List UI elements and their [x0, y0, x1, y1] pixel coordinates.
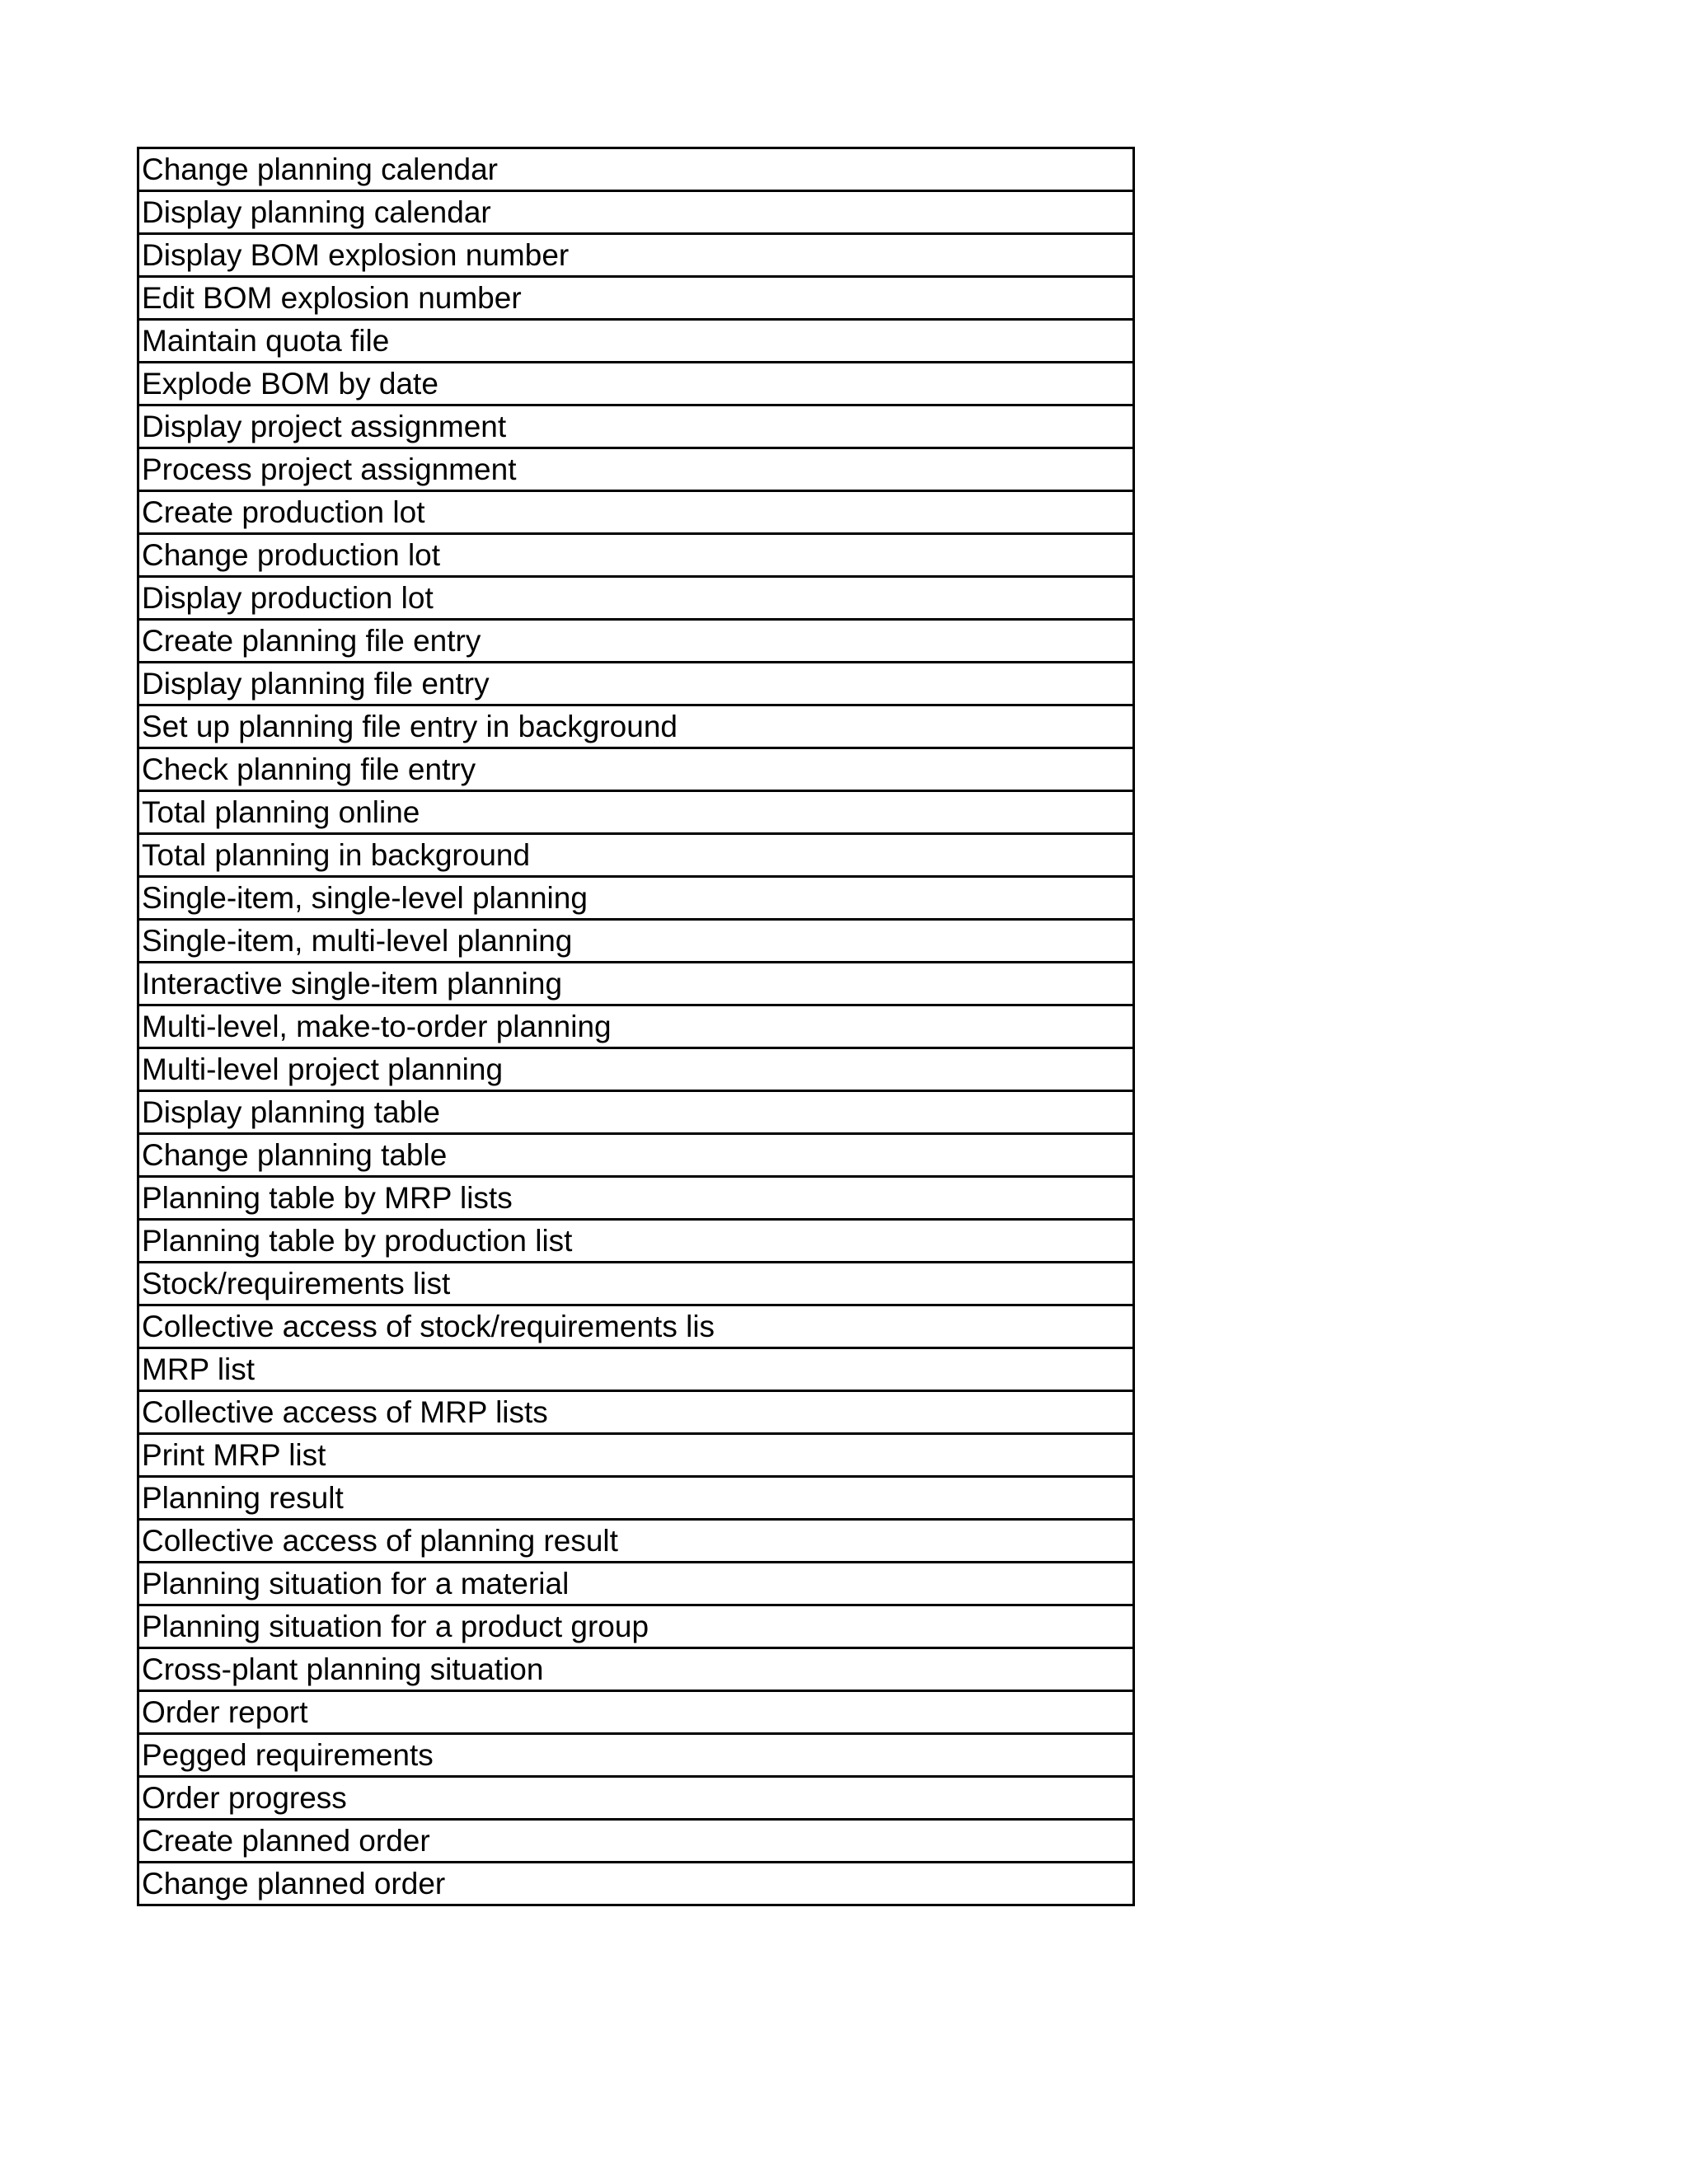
table-cell[interactable]: Collective access of stock/requirements lis [138, 1305, 1134, 1348]
table-cell[interactable]: Order progress [138, 1777, 1134, 1820]
table-row [138, 1134, 1134, 1177]
table-cell[interactable]: Total planning online [138, 791, 1134, 834]
table-row [138, 534, 1134, 577]
table-row [138, 234, 1134, 277]
table-cell[interactable]: Display BOM explosion number [138, 234, 1134, 277]
table-row [138, 1177, 1134, 1220]
table-cell[interactable]: Change planning calendar [138, 148, 1134, 191]
table-cell[interactable]: Display production lot [138, 577, 1134, 620]
table-row [138, 191, 1134, 234]
table-cell[interactable]: Create planning file entry [138, 620, 1134, 663]
table-row [138, 1263, 1134, 1305]
table-row [138, 920, 1134, 963]
table-cell[interactable]: Collective access of planning result [138, 1520, 1134, 1563]
table-cell[interactable]: Multi-level project planning [138, 1048, 1134, 1091]
table-row [138, 577, 1134, 620]
table-row [138, 1091, 1134, 1134]
table-cell[interactable]: Single-item, multi-level planning [138, 920, 1134, 963]
table-cell[interactable]: Check planning file entry [138, 748, 1134, 791]
table-body [138, 148, 1134, 1905]
table-cell[interactable]: Create production lot [138, 491, 1134, 534]
table-cell[interactable]: Create planned order [138, 1820, 1134, 1863]
table-row [138, 1863, 1134, 1905]
table-row [138, 791, 1134, 834]
table-cell[interactable]: Display planning calendar [138, 191, 1134, 234]
table-row [138, 963, 1134, 1005]
table-row [138, 405, 1134, 448]
table-cell[interactable]: MRP list [138, 1348, 1134, 1391]
table-cell[interactable]: Display planning file entry [138, 663, 1134, 705]
table-cell[interactable]: Maintain quota file [138, 320, 1134, 363]
table-row [138, 1305, 1134, 1348]
table-row [138, 1605, 1134, 1648]
table-cell[interactable]: Edit BOM explosion number [138, 277, 1134, 320]
table-row [138, 1348, 1134, 1391]
table-row [138, 1648, 1134, 1691]
table-row [138, 148, 1134, 191]
table-row [138, 277, 1134, 320]
table-cell[interactable]: Planning table by production list [138, 1220, 1134, 1263]
table-cell[interactable]: Explode BOM by date [138, 363, 1134, 405]
table-cell[interactable]: Cross-plant planning situation [138, 1648, 1134, 1691]
table-cell[interactable]: Pegged requirements [138, 1734, 1134, 1777]
table-row [138, 748, 1134, 791]
table-cell[interactable]: Display project assignment [138, 405, 1134, 448]
table-cell[interactable]: Collective access of MRP lists [138, 1391, 1134, 1434]
table-row [138, 663, 1134, 705]
table-row [138, 1477, 1134, 1520]
table-cell[interactable]: Stock/requirements list [138, 1263, 1134, 1305]
table-row [138, 1691, 1134, 1734]
table-cell[interactable]: Planning situation for a material [138, 1563, 1134, 1605]
table-cell[interactable]: Planning situation for a product group [138, 1605, 1134, 1648]
table-row [138, 1005, 1134, 1048]
table-row [138, 1734, 1134, 1777]
table-cell[interactable]: Order report [138, 1691, 1134, 1734]
table-row [138, 620, 1134, 663]
table-row [138, 1434, 1134, 1477]
table-row [138, 1820, 1134, 1863]
table-row [138, 834, 1134, 877]
table-cell[interactable]: Change production lot [138, 534, 1134, 577]
table-row [138, 1048, 1134, 1091]
table-row [138, 1777, 1134, 1820]
table-row [138, 877, 1134, 920]
table-cell[interactable]: Process project assignment [138, 448, 1134, 491]
table-cell[interactable]: Set up planning file entry in background [138, 705, 1134, 748]
transaction-table [137, 147, 1135, 1906]
table-cell[interactable]: Single-item, single-level planning [138, 877, 1134, 920]
table-cell[interactable]: Multi-level, make-to-order planning [138, 1005, 1134, 1048]
table-row [138, 1563, 1134, 1605]
table-row [138, 1391, 1134, 1434]
table-cell[interactable]: Planning result [138, 1477, 1134, 1520]
table-row [138, 1220, 1134, 1263]
table-cell[interactable]: Interactive single-item planning [138, 963, 1134, 1005]
table-cell[interactable]: Total planning in background [138, 834, 1134, 877]
table-row [138, 491, 1134, 534]
table-row [138, 705, 1134, 748]
table-cell[interactable]: Change planned order [138, 1863, 1134, 1905]
table-cell[interactable]: Planning table by MRP lists [138, 1177, 1134, 1220]
table-row [138, 320, 1134, 363]
table-cell[interactable]: Print MRP list [138, 1434, 1134, 1477]
table-row [138, 448, 1134, 491]
table-cell[interactable]: Change planning table [138, 1134, 1134, 1177]
table-row [138, 1520, 1134, 1563]
table-cell[interactable]: Display planning table [138, 1091, 1134, 1134]
table-row [138, 363, 1134, 405]
